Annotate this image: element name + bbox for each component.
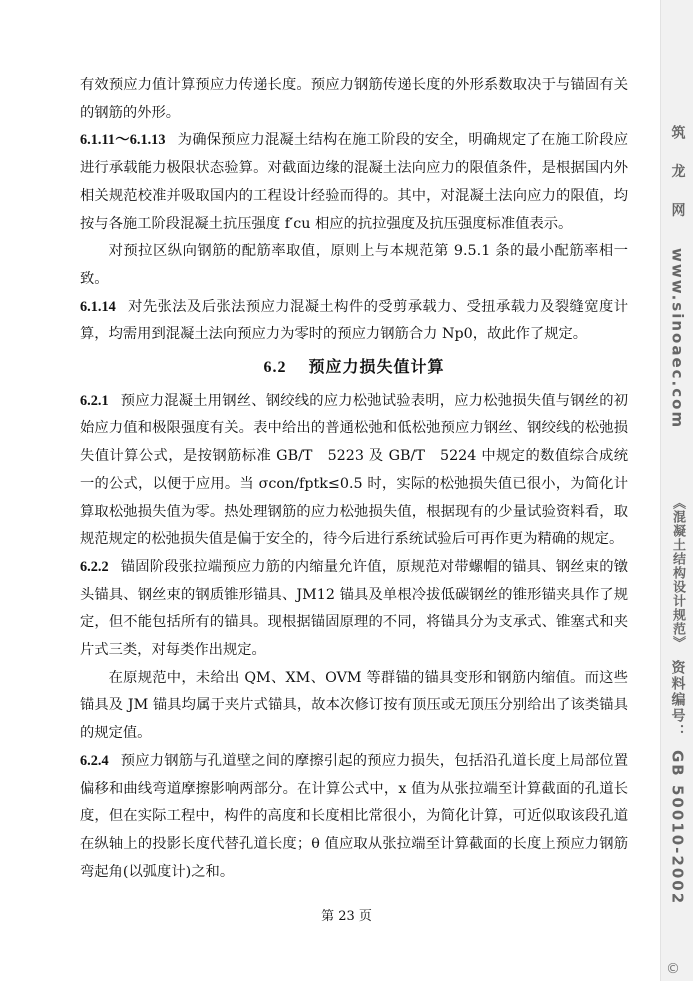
clause-text: 对先张法及后张法预应力混凝土构件的受剪承载力、受扭承载力及裂缝宽度计算，均需用到混凝土法向预应力为零时的预应力钢筋合力 Np0，故此作了规定。 — [80, 298, 628, 343]
book-title: 《混凝土结构设计规范》 — [670, 496, 685, 650]
clause-6-2-4 — [80, 748, 628, 887]
clause-number: 6.2.1 — [80, 392, 109, 409]
site-url[interactable]: www.sinoaec.com — [668, 248, 687, 430]
clause-text: 为确保预应力混凝土结构在施工阶段的安全，明确规定了在施工阶段应进行承载能力极限状态验算。对截面边缘的混凝土法向应力的限值条件，是根据国内外相关规范校准并吸取国内的工程设计经验而得的。其中，对混凝土法向应力的限值，均按与各施工阶段混凝土抗压强度 f′cu 相应的抗拉强度及抗压强度标准值表示。 — [80, 132, 628, 232]
clause-6-1-11 — [80, 127, 628, 238]
page-number: 第 23 页 — [321, 909, 372, 924]
section-number: 6.2 — [263, 359, 287, 377]
paragraph-intro: 有效预应力值计算预应力传递长度。预应力钢筋传递长度的外形系数取决于与锚固有关的钢筋的外形。 — [80, 77, 628, 121]
section-heading — [80, 353, 628, 382]
paragraph-reinforcement-ratio: 对预拉区纵向钢筋的配筋率取值，原则上与本规范第 9.5.1 条的最小配筋率相一致。 — [80, 243, 628, 287]
side-banner — [660, 0, 693, 981]
clause-6-2-1 — [80, 388, 628, 554]
site-name: 筑 龙 网 — [669, 125, 686, 227]
doc-number-label: 资料编号： — [669, 660, 686, 740]
clause-number: 6.1.14 — [80, 298, 116, 315]
section-title: 预应力损失值计算 — [308, 357, 445, 377]
clause-text: 预应力混凝土用钢丝、钢绞线的应力松弛试验表明，应力松弛损失值与钢丝的初始应力值和极限强度有关。表中给出的普通松弛和低松弛预应力钢丝、钢绞线的松弛损失值计算公式，是按钢筋标准 GB/T 5223 及 GB/T 5224 中规定的数值综合成统一的公式，以便于应用。当 σcon/fptk≤0.5 时，实际的松弛损失值已很小，为简化计算取松弛损失值为零。热处理钢筋的应力松弛损失值，根据现有的少量试验资料看，取规范规定的松弛损失值是偏于安全的，待今后进行系统试验后可再作更为精确的规定。 — [80, 392, 628, 548]
document-body — [80, 72, 628, 886]
copyright-icon: © — [666, 961, 680, 977]
clause-6-1-14 — [80, 294, 628, 349]
clause-number: 6.1.11～6.1.13 — [80, 132, 166, 149]
paragraph-anchorage-values: 在原规范中，未给出 QM、XM、OVM 等群锚的锚具变形和钢筋内缩值。而这些锚具及 JM 锚具均属于夹片式锚具，故本次修订按有顶压或无顶压分别给出了该类锚具的规定值。 — [80, 669, 628, 742]
clause-text: 预应力钢筋与孔道壁之间的摩擦引起的预应力损失，包括沿孔道长度上局部位置偏移和曲线弯道摩擦影响两部分。在计算公式中，x 值为从张拉端至计算截面的孔道长度，但在实际工程中，构件的高度和长度相比常很小，为简化计算，可近似取该段孔道在纵轴上的投影长度代替孔道长度；θ 值应取从张拉端至计算截面的长度上预应力钢筋弯起角(以弧度计)之和。 — [80, 752, 628, 880]
clause-number: 6.2.4 — [80, 752, 109, 769]
clause-text: 锚固阶段张拉端预应力筋的内缩量允许值，原规范对带螺帽的锚具、钢丝束的镦头锚具、钢丝束的钢质锥形锚具、JM12 锚具及单根冷拔低碳钢丝的锥形锚夹具作了规定，但不能包括所有的锚具。现根据锚固原理的不同，将锚具分为支承式、锥塞式和夹片式三类，对每类作出规定。 — [80, 558, 628, 659]
clause-6-2-2 — [80, 554, 628, 665]
clause-number: 6.2.2 — [80, 558, 109, 575]
doc-number: GB 50010-2002 — [668, 750, 687, 906]
